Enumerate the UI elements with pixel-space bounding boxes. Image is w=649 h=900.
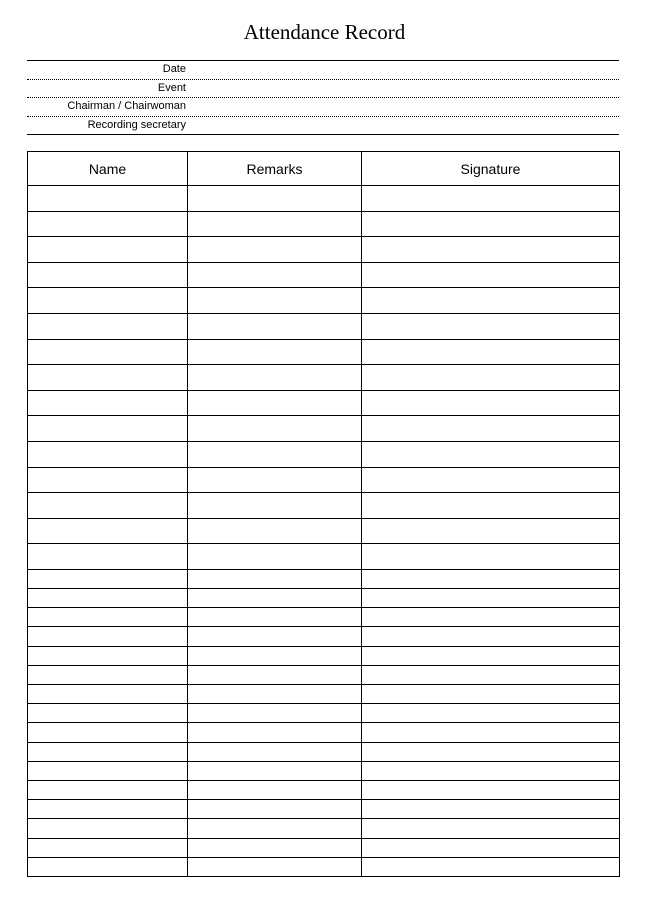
- signature-cell[interactable]: [362, 569, 620, 588]
- name-cell[interactable]: [28, 518, 188, 544]
- signature-cell[interactable]: [362, 819, 620, 838]
- remarks-cell[interactable]: [188, 704, 362, 723]
- table-row: [28, 646, 620, 665]
- info-label-event: Event: [157, 81, 186, 94]
- table-row: [28, 608, 620, 627]
- table-header-row: [28, 152, 620, 186]
- signature-cell[interactable]: [362, 237, 620, 263]
- table-row: [28, 518, 620, 544]
- remarks-cell[interactable]: [188, 467, 362, 493]
- name-cell[interactable]: [28, 838, 188, 857]
- name-cell[interactable]: [28, 441, 188, 467]
- name-cell[interactable]: [28, 339, 188, 365]
- remarks-cell[interactable]: [188, 838, 362, 857]
- remarks-cell[interactable]: [188, 646, 362, 665]
- name-cell[interactable]: [28, 627, 188, 646]
- table-row: [28, 288, 620, 314]
- name-cell[interactable]: [28, 761, 188, 780]
- remarks-cell[interactable]: [188, 441, 362, 467]
- table-row: [28, 838, 620, 857]
- table-row: [28, 441, 620, 467]
- signature-cell[interactable]: [362, 186, 620, 212]
- remarks-cell[interactable]: [188, 262, 362, 288]
- table-row: [28, 416, 620, 442]
- table-row: [28, 186, 620, 212]
- signature-cell[interactable]: [362, 313, 620, 339]
- remarks-cell[interactable]: [188, 288, 362, 314]
- name-cell[interactable]: [28, 390, 188, 416]
- remarks-cell[interactable]: [188, 627, 362, 646]
- name-cell[interactable]: [28, 416, 188, 442]
- table-row: [28, 761, 620, 780]
- table-row: [28, 262, 620, 288]
- name-cell[interactable]: [28, 608, 188, 627]
- signature-cell[interactable]: [362, 704, 620, 723]
- remarks-cell[interactable]: [188, 211, 362, 237]
- name-cell[interactable]: [28, 857, 188, 876]
- remarks-cell[interactable]: [188, 857, 362, 876]
- signature-cell[interactable]: [362, 467, 620, 493]
- signature-cell[interactable]: [362, 665, 620, 684]
- column-header-signature: Signature: [362, 152, 620, 186]
- signature-cell[interactable]: [362, 493, 620, 519]
- name-cell[interactable]: [28, 186, 188, 212]
- name-cell[interactable]: [28, 665, 188, 684]
- table-row: [28, 313, 620, 339]
- remarks-cell[interactable]: [188, 544, 362, 570]
- table-row: [28, 544, 620, 570]
- table-row: [28, 685, 620, 704]
- info-label-chair: Chairman / Chairwoman: [67, 100, 186, 112]
- signature-cell[interactable]: [362, 339, 620, 365]
- remarks-cell[interactable]: [188, 608, 362, 627]
- signature-cell[interactable]: [362, 685, 620, 704]
- info-label-date: Date: [162, 63, 186, 75]
- table-row: [28, 665, 620, 684]
- column-header-name: Name: [28, 152, 188, 186]
- signature-cell[interactable]: [362, 262, 620, 288]
- name-cell[interactable]: [28, 467, 188, 493]
- name-cell[interactable]: [28, 569, 188, 588]
- remarks-cell[interactable]: [188, 761, 362, 780]
- remarks-cell[interactable]: [188, 665, 362, 684]
- signature-cell[interactable]: [362, 800, 620, 819]
- info-row-secretary[interactable]: [27, 116, 619, 135]
- remarks-cell[interactable]: [188, 780, 362, 799]
- name-cell[interactable]: [28, 800, 188, 819]
- signature-cell[interactable]: [362, 646, 620, 665]
- name-cell[interactable]: [28, 288, 188, 314]
- table-row: [28, 493, 620, 519]
- name-cell[interactable]: [28, 493, 188, 519]
- remarks-cell[interactable]: [188, 819, 362, 838]
- remarks-cell[interactable]: [188, 390, 362, 416]
- remarks-cell[interactable]: [188, 237, 362, 263]
- signature-cell[interactable]: [362, 780, 620, 799]
- table-row: [28, 467, 620, 493]
- name-cell[interactable]: [28, 237, 188, 263]
- remarks-cell[interactable]: [188, 589, 362, 608]
- remarks-cell[interactable]: [188, 685, 362, 704]
- info-row-chair[interactable]: [27, 97, 619, 116]
- name-cell[interactable]: [28, 589, 188, 608]
- info-row-date[interactable]: [27, 61, 619, 79]
- signature-cell[interactable]: [362, 761, 620, 780]
- table-row: [28, 390, 620, 416]
- table-row: [28, 365, 620, 391]
- name-cell[interactable]: [28, 819, 188, 838]
- info-row-event[interactable]: [27, 79, 619, 98]
- name-cell[interactable]: [28, 742, 188, 761]
- table-row: [28, 857, 620, 876]
- signature-cell[interactable]: [362, 441, 620, 467]
- remarks-cell[interactable]: [188, 313, 362, 339]
- column-header-remarks: Remarks: [188, 152, 362, 186]
- signature-cell[interactable]: [362, 518, 620, 544]
- signature-cell[interactable]: [362, 211, 620, 237]
- name-cell[interactable]: [28, 685, 188, 704]
- table-row: [28, 704, 620, 723]
- remarks-cell[interactable]: [188, 365, 362, 391]
- name-cell[interactable]: [28, 646, 188, 665]
- table-row: [28, 339, 620, 365]
- name-cell[interactable]: [28, 780, 188, 799]
- signature-cell[interactable]: [362, 288, 620, 314]
- signature-cell[interactable]: [362, 838, 620, 857]
- signature-cell[interactable]: [362, 390, 620, 416]
- remarks-cell[interactable]: [188, 518, 362, 544]
- name-cell[interactable]: [28, 544, 188, 570]
- remarks-cell[interactable]: [188, 493, 362, 519]
- remarks-cell[interactable]: [188, 723, 362, 742]
- table-row: [28, 723, 620, 742]
- name-cell[interactable]: [28, 262, 188, 288]
- remarks-cell[interactable]: [188, 416, 362, 442]
- signature-cell[interactable]: [362, 416, 620, 442]
- signature-cell[interactable]: [362, 857, 620, 876]
- name-cell[interactable]: [28, 365, 188, 391]
- table-row: [28, 742, 620, 761]
- signature-cell[interactable]: [362, 365, 620, 391]
- signature-cell[interactable]: [362, 627, 620, 646]
- signature-cell[interactable]: [362, 589, 620, 608]
- attendance-table: [27, 151, 620, 877]
- table-row: [28, 780, 620, 799]
- table-row: [28, 589, 620, 608]
- remarks-cell[interactable]: [188, 339, 362, 365]
- name-cell[interactable]: [28, 704, 188, 723]
- table-row: [28, 819, 620, 838]
- info-label-secretary: Recording secretary: [87, 118, 186, 131]
- table-row: [28, 800, 620, 819]
- table-row: [28, 211, 620, 237]
- signature-cell[interactable]: [362, 723, 620, 742]
- table-row: [28, 627, 620, 646]
- table-row: [28, 569, 620, 588]
- signature-cell[interactable]: [362, 742, 620, 761]
- name-cell[interactable]: [28, 211, 188, 237]
- signature-cell[interactable]: [362, 544, 620, 570]
- remarks-cell[interactable]: [188, 742, 362, 761]
- info-block: [27, 60, 619, 135]
- page-title: Attendance Record: [243, 20, 406, 44]
- name-cell[interactable]: [28, 723, 188, 742]
- name-cell[interactable]: [28, 313, 188, 339]
- table-body: [28, 186, 620, 877]
- remarks-cell[interactable]: [188, 569, 362, 588]
- signature-cell[interactable]: [362, 608, 620, 627]
- remarks-cell[interactable]: [188, 186, 362, 212]
- remarks-cell[interactable]: [188, 800, 362, 819]
- table-row: [28, 237, 620, 263]
